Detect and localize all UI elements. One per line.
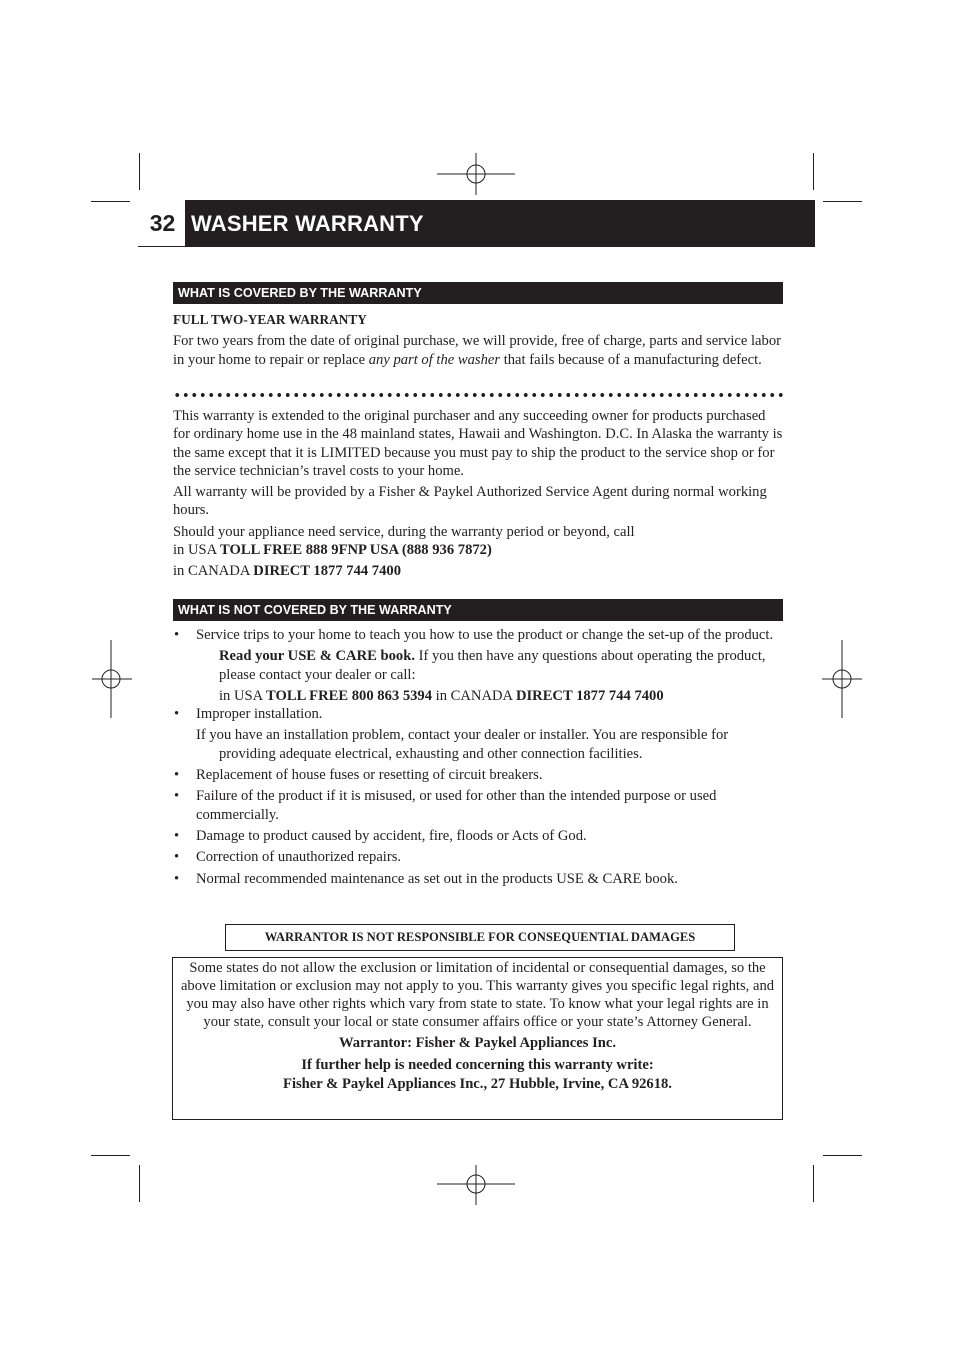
usa-phone-line <box>173 541 783 559</box>
crop-mark <box>823 1155 862 1156</box>
canada-prefix: in CANADA <box>173 563 254 580</box>
usa-prefix: in USA <box>173 542 221 559</box>
usa-phone-number: TOLL FREE 888 9FNP USA (888 936 7872) <box>220 542 492 559</box>
registration-mark-icon <box>437 153 515 195</box>
canada-phone-number: DIRECT 1877 744 7400 <box>253 563 401 580</box>
canada-prefix: in CANADA <box>432 687 516 704</box>
consequential-damages-notice: WARRANTOR IS NOT RESPONSIBLE FOR CONSEQUENTIAL DAMAGES <box>225 924 735 951</box>
dotted-divider <box>173 390 785 400</box>
canada-phone-line <box>173 562 783 580</box>
exclusion-list <box>173 626 783 888</box>
warranty-extension: This warranty is extended to the original purchaser and any succeeding owner for products purchased for ordinary home use in the 48 mainland states, Hawaii and Washington. D.C. In Alaska the warranty is the same except that it is LIMITED because you must pay to ship the product to the service shop or for the service technician’s travel costs to your home. <box>173 408 783 479</box>
list-item: • Failure of the product if it is misused, or used for other than the intended purpose or used commercially. <box>173 787 783 824</box>
list-item: • Normal recommended maintenance as set out in the products USE & CARE book. <box>173 870 783 888</box>
service-call-text: Should your appliance need service, during the warranty period or beyond, call <box>173 523 635 540</box>
list-item <box>173 705 783 763</box>
exclusion-text: Service trips to your home to teach you how to use the product or change the set-up of the product. <box>196 627 774 643</box>
header-rule <box>138 246 815 247</box>
covered-section <box>173 311 783 369</box>
section-heading-not-covered: WHAT IS NOT COVERED BY THE WARRANTY <box>173 599 783 621</box>
crop-mark <box>91 201 130 202</box>
crop-mark <box>813 153 814 190</box>
list-item: • Replacement of house fuses or resetting of circuit breakers. <box>173 766 783 784</box>
usa-prefix: in USA <box>219 687 267 704</box>
not-covered-section <box>173 626 783 888</box>
legal-rights-box <box>172 957 783 1120</box>
warrantor-address: Fisher & Paykel Appliances Inc., 27 Hubble, Irvine, CA 92618. <box>283 1075 672 1092</box>
exclusion-note-bold: Read your USE & CARE book. <box>219 648 415 665</box>
page-title: WASHER WARRANTY <box>185 200 815 247</box>
crop-mark <box>139 1165 140 1202</box>
coverage-details <box>173 407 783 581</box>
registration-mark-icon <box>92 640 132 718</box>
registration-mark-icon <box>437 1165 515 1205</box>
list-item: • Damage to product caused by accident, fire, floods or Acts of God. <box>173 827 783 845</box>
intro-text: For two years from the date of original purchase, we will provide, free of charge, parts and service labor in your home to repair or replace <box>173 333 781 368</box>
section-heading-covered: WHAT IS COVERED BY THE WARRANTY <box>173 282 783 304</box>
exclusion-note: If you have an installation problem, contact your dealer or installer. You are responsible for providing adequate electrical, exhausting and other connection facilities. <box>196 727 729 762</box>
canada-phone-number: DIRECT 1877 744 7400 <box>515 687 664 704</box>
exclusion-text: Improper installation. <box>196 706 323 723</box>
further-help-text: If further help is needed concerning this warranty write: <box>301 1057 654 1074</box>
warranty-subheading: FULL TWO-YEAR WARRANTY <box>173 312 367 327</box>
exclusion-note-text: If you then have any questions about operating the product, please contact your dealer or call: <box>219 648 766 683</box>
registration-mark-icon <box>822 640 862 718</box>
service-agent-text: All warranty will be provided by a Fisher & Paykel Authorized Service Agent during normal working hours. <box>173 484 767 519</box>
page-number: 32 <box>149 210 176 236</box>
exclusion-note <box>196 647 783 684</box>
intro-text-end: that fails because of a manufacturing defect. <box>500 351 762 368</box>
intro-italic: any part of the washer <box>368 351 501 368</box>
list-item <box>173 626 783 705</box>
legal-rights-text: Some states do not allow the exclusion or limitation of incidental or consequential damages, so the above limitation or exclusion may not apply to you. This warranty gives you specific legal rights, and you may also have other rights which vary from state to state. To know what your legal rights are in your state, consult your local or state consumer affairs office or your state’s Attorney General. <box>180 960 775 1031</box>
list-item: • Correction of unauthorized repairs. <box>173 848 783 866</box>
crop-mark <box>823 201 862 202</box>
exclusion-phone-line <box>196 687 783 705</box>
warranty-intro <box>173 332 783 369</box>
warrantor-name: Warrantor: Fisher & Paykel Appliances Inc. <box>338 1035 616 1052</box>
crop-mark <box>813 1165 814 1202</box>
crop-mark <box>91 1155 130 1156</box>
crop-mark <box>139 153 140 190</box>
usa-phone-number: TOLL FREE 800 863 5394 <box>266 687 433 704</box>
